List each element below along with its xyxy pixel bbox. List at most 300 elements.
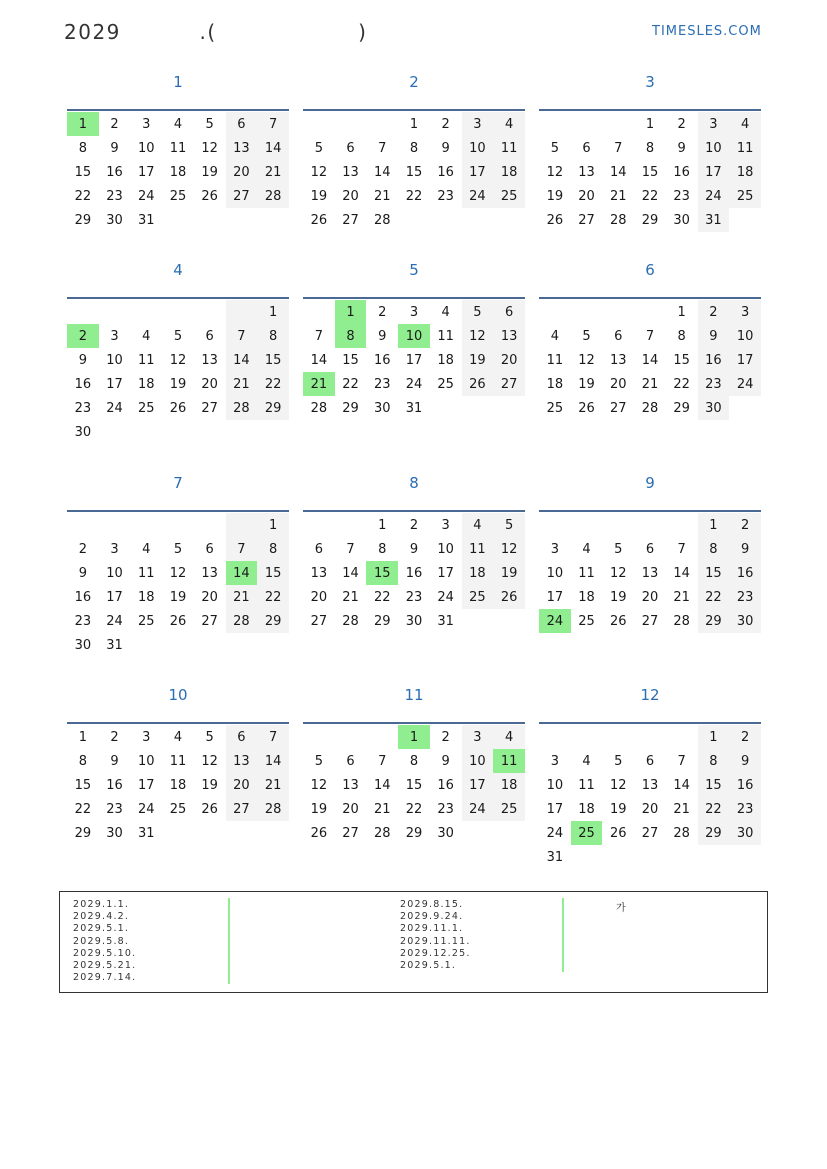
day-cell[interactable]: 3 (142, 729, 151, 745)
day-cell[interactable]: 28 (641, 400, 659, 416)
day-cell[interactable]: 18 (462, 561, 494, 585)
day-cell[interactable]: 24 (462, 797, 494, 821)
day-cell[interactable]: 30 (437, 825, 454, 841)
day-cell[interactable]: 16 (437, 777, 454, 793)
day-cell[interactable]: 8 (78, 753, 87, 769)
day-cell[interactable]: 4 (582, 753, 591, 769)
day-cell[interactable]: 3 (698, 112, 730, 136)
day-cell[interactable]: 19 (310, 188, 328, 204)
day-cell[interactable]: 22 (641, 188, 659, 204)
day-cell[interactable]: 10 (137, 140, 155, 156)
day-cell[interactable]: 6 (314, 541, 323, 557)
day-cell[interactable]: 27 (641, 613, 659, 629)
day-cell[interactable]: 15 (698, 773, 730, 797)
day-cell[interactable]: 20 (578, 188, 595, 204)
day-cell[interactable]: 7 (257, 725, 289, 749)
day-cell[interactable]: 4 (173, 116, 183, 132)
day-cell[interactable]: 4 (173, 729, 183, 745)
day-cell[interactable]: 5 (582, 328, 591, 344)
day-cell[interactable]: 20 (226, 773, 258, 797)
day-cell[interactable]: 19 (201, 164, 218, 180)
day-cell[interactable]: 22 (74, 188, 92, 204)
day-cell[interactable]: 22 (405, 801, 423, 817)
day-cell[interactable]: 12 (578, 352, 595, 368)
day-cell[interactable]: 17 (106, 589, 123, 605)
day-cell[interactable]: 17 (546, 589, 564, 605)
day-cell[interactable]: 9 (441, 753, 450, 769)
day-cell[interactable]: 6 (582, 140, 591, 156)
day-cell[interactable]: 19 (609, 801, 627, 817)
day-cell[interactable]: 18 (437, 352, 454, 368)
day-cell[interactable]: 30 (729, 821, 761, 845)
day-cell[interactable]: 5 (173, 541, 183, 557)
day-cell[interactable]: 3 (409, 304, 419, 320)
day-cell[interactable]: 28 (226, 609, 258, 633)
day-cell[interactable]: 6 (205, 541, 214, 557)
day-cell[interactable]: 11 (137, 565, 155, 581)
day-cell[interactable]: 31 (405, 400, 423, 416)
day-cell[interactable]: 9 (729, 749, 761, 773)
day-cell[interactable]: 16 (729, 561, 761, 585)
day-cell[interactable]: 19 (546, 188, 564, 204)
day-cell[interactable]: 20 (201, 589, 218, 605)
day-cell[interactable]: 12 (546, 164, 564, 180)
day-cell[interactable]: 14 (373, 777, 391, 793)
day-cell[interactable]: 12 (310, 164, 328, 180)
day-cell[interactable]: 31 (437, 613, 454, 629)
day-cell[interactable]: 25 (546, 400, 564, 416)
day-cell[interactable]: 5 (614, 541, 623, 557)
day-cell[interactable]: 26 (201, 801, 218, 817)
day-cell[interactable]: 11 (137, 352, 155, 368)
day-cell[interactable]: 1 (409, 116, 419, 132)
day-cell[interactable]: 24 (698, 184, 730, 208)
day-cell[interactable]: 17 (698, 160, 730, 184)
day-cell[interactable]: 24 (106, 613, 123, 629)
day-cell[interactable]: 26 (462, 372, 494, 396)
day-cell[interactable]: 19 (310, 801, 328, 817)
day-cell[interactable]: 9 (110, 753, 119, 769)
day-cell[interactable]: 10 (106, 352, 123, 368)
day-cell[interactable]: 4 (493, 725, 525, 749)
day-cell[interactable]: 31 (698, 208, 730, 232)
day-cell[interactable]: 18 (493, 160, 525, 184)
day-cell[interactable]: 15 (257, 348, 289, 372)
day-cell[interactable]: 13 (641, 777, 659, 793)
day-cell[interactable]: 21 (226, 372, 258, 396)
day-cell[interactable]: 19 (609, 589, 627, 605)
day-cell[interactable]: 9 (729, 537, 761, 561)
day-cell[interactable]: 27 (226, 797, 258, 821)
day-cell[interactable]: 14 (673, 565, 690, 581)
day-cell[interactable]: 4 (582, 541, 591, 557)
day-cell[interactable]: 26 (201, 188, 218, 204)
day-cell[interactable]: 26 (169, 613, 187, 629)
day-cell[interactable]: 31 (137, 825, 155, 841)
day-cell[interactable]: 4 (550, 328, 559, 344)
day-cell[interactable]: 7 (226, 324, 258, 348)
day-cell[interactable]: 1 (645, 116, 655, 132)
day-cell[interactable]: 9 (378, 328, 387, 344)
day-cell[interactable]: 4 (729, 112, 761, 136)
day-cell[interactable]: 8 (698, 749, 730, 773)
day-cell[interactable]: 12 (169, 352, 187, 368)
day-cell[interactable]: 23 (74, 400, 92, 416)
day-cell[interactable]: 21 (257, 160, 289, 184)
day-cell[interactable]: 21 (342, 589, 359, 605)
day-cell[interactable]: 29 (698, 821, 730, 845)
day-cell[interactable]: 1 (398, 725, 430, 749)
day-cell[interactable]: 20 (342, 188, 359, 204)
day-cell[interactable]: 20 (342, 801, 359, 817)
day-cell[interactable]: 21 (673, 589, 690, 605)
day-cell[interactable]: 11 (493, 749, 525, 773)
day-cell[interactable]: 13 (493, 324, 525, 348)
day-cell[interactable]: 24 (137, 188, 155, 204)
day-cell[interactable]: 21 (609, 188, 627, 204)
day-cell[interactable]: 6 (346, 140, 355, 156)
day-cell[interactable]: 25 (578, 613, 595, 629)
day-cell[interactable]: 27 (342, 212, 359, 228)
day-cell[interactable]: 2 (78, 541, 87, 557)
day-cell[interactable]: 28 (257, 184, 289, 208)
day-cell[interactable]: 14 (226, 561, 258, 585)
day-cell[interactable]: 7 (346, 541, 355, 557)
day-cell[interactable]: 26 (609, 825, 627, 841)
day-cell[interactable]: 12 (201, 140, 218, 156)
day-cell[interactable]: 3 (110, 328, 119, 344)
day-cell[interactable]: 27 (641, 825, 659, 841)
day-cell[interactable]: 31 (546, 849, 564, 865)
day-cell[interactable]: 7 (614, 140, 623, 156)
day-cell[interactable]: 15 (698, 561, 730, 585)
day-cell[interactable]: 25 (729, 184, 761, 208)
day-cell[interactable]: 16 (373, 352, 391, 368)
day-cell[interactable]: 16 (106, 164, 123, 180)
day-cell[interactable]: 23 (437, 801, 454, 817)
day-cell[interactable]: 22 (373, 589, 391, 605)
day-cell[interactable]: 9 (441, 140, 450, 156)
day-cell[interactable]: 30 (74, 424, 92, 440)
day-cell[interactable]: 5 (314, 140, 323, 156)
day-cell[interactable]: 18 (578, 589, 595, 605)
day-cell[interactable]: 15 (366, 561, 398, 585)
day-cell[interactable]: 2 (729, 513, 761, 537)
day-cell[interactable]: 21 (641, 376, 659, 392)
day-cell[interactable]: 23 (74, 613, 92, 629)
day-cell[interactable]: 22 (698, 585, 730, 609)
day-cell[interactable]: 22 (405, 188, 423, 204)
day-cell[interactable]: 8 (677, 328, 686, 344)
day-cell[interactable]: 5 (314, 753, 323, 769)
day-cell[interactable]: 14 (641, 352, 659, 368)
day-cell[interactable]: 15 (405, 777, 423, 793)
day-cell[interactable]: 4 (493, 112, 525, 136)
day-cell[interactable]: 12 (201, 753, 218, 769)
day-cell[interactable]: 29 (673, 400, 690, 416)
day-cell[interactable]: 18 (169, 164, 187, 180)
day-cell[interactable]: 25 (462, 585, 494, 609)
day-cell[interactable]: 18 (578, 801, 595, 817)
day-cell[interactable]: 31 (106, 637, 123, 653)
day-cell[interactable]: 24 (106, 400, 123, 416)
day-cell[interactable]: 27 (310, 613, 328, 629)
day-cell[interactable]: 25 (169, 801, 187, 817)
day-cell[interactable]: 24 (546, 825, 564, 841)
day-cell[interactable]: 15 (342, 352, 359, 368)
day-cell[interactable]: 16 (673, 164, 690, 180)
day-cell[interactable]: 2 (677, 116, 686, 132)
day-cell[interactable]: 19 (169, 376, 187, 392)
day-cell[interactable]: 1 (257, 513, 289, 537)
day-cell[interactable]: 22 (698, 797, 730, 821)
day-cell[interactable]: 5 (614, 753, 623, 769)
day-cell[interactable]: 18 (493, 773, 525, 797)
day-cell[interactable]: 6 (614, 328, 623, 344)
day-cell[interactable]: 26 (493, 585, 525, 609)
day-cell[interactable]: 9 (78, 352, 87, 368)
day-cell[interactable]: 17 (137, 164, 155, 180)
day-cell[interactable]: 16 (74, 589, 92, 605)
day-cell[interactable]: 11 (169, 140, 187, 156)
day-cell[interactable]: 18 (169, 777, 187, 793)
day-cell[interactable]: 8 (409, 140, 419, 156)
day-cell[interactable]: 10 (698, 136, 730, 160)
day-cell[interactable]: 13 (578, 164, 595, 180)
day-cell[interactable]: 1 (677, 304, 686, 320)
day-cell[interactable]: 11 (493, 136, 525, 160)
day-cell[interactable]: 12 (609, 777, 627, 793)
day-cell[interactable]: 13 (201, 565, 218, 581)
day-cell[interactable]: 3 (142, 116, 151, 132)
day-cell[interactable]: 13 (342, 164, 359, 180)
day-cell[interactable]: 24 (539, 609, 571, 633)
day-cell[interactable]: 18 (546, 376, 564, 392)
day-cell[interactable]: 7 (677, 753, 686, 769)
day-cell[interactable]: 14 (342, 565, 359, 581)
day-cell[interactable]: 29 (74, 212, 92, 228)
day-cell[interactable]: 29 (698, 609, 730, 633)
day-cell[interactable]: 2 (378, 304, 387, 320)
day-cell[interactable]: 2 (441, 116, 450, 132)
day-cell[interactable]: 21 (257, 773, 289, 797)
day-cell[interactable]: 25 (493, 184, 525, 208)
day-cell[interactable]: 28 (310, 400, 328, 416)
day-cell[interactable]: 20 (641, 589, 659, 605)
day-cell[interactable]: 15 (74, 777, 92, 793)
day-cell[interactable]: 26 (609, 613, 627, 629)
day-cell[interactable]: 25 (571, 821, 603, 845)
day-cell[interactable]: 1 (378, 517, 387, 533)
day-cell[interactable]: 24 (137, 801, 155, 817)
day-cell[interactable]: 28 (257, 797, 289, 821)
day-cell[interactable]: 22 (342, 376, 359, 392)
day-cell[interactable]: 16 (405, 565, 423, 581)
day-cell[interactable]: 4 (441, 304, 450, 320)
day-cell[interactable]: 28 (373, 212, 391, 228)
day-cell[interactable]: 13 (342, 777, 359, 793)
day-cell[interactable]: 6 (226, 112, 258, 136)
day-cell[interactable]: 3 (110, 541, 119, 557)
day-cell[interactable]: 24 (462, 184, 494, 208)
day-cell[interactable]: 31 (137, 212, 155, 228)
day-cell[interactable]: 2 (110, 116, 119, 132)
day-cell[interactable]: 1 (67, 112, 99, 136)
day-cell[interactable]: 23 (373, 376, 391, 392)
day-cell[interactable]: 30 (405, 613, 423, 629)
day-cell[interactable]: 23 (698, 372, 730, 396)
day-cell[interactable]: 4 (142, 541, 151, 557)
day-cell[interactable]: 19 (493, 561, 525, 585)
day-cell[interactable]: 6 (226, 725, 258, 749)
day-cell[interactable]: 10 (437, 541, 454, 557)
day-cell[interactable]: 25 (169, 188, 187, 204)
day-cell[interactable]: 23 (729, 585, 761, 609)
day-cell[interactable]: 10 (462, 136, 494, 160)
day-cell[interactable]: 9 (698, 324, 730, 348)
day-cell[interactable]: 23 (437, 188, 454, 204)
day-cell[interactable]: 25 (137, 400, 155, 416)
day-cell[interactable]: 1 (78, 729, 87, 745)
day-cell[interactable]: 3 (550, 541, 559, 557)
day-cell[interactable]: 7 (378, 140, 387, 156)
day-cell[interactable]: 13 (226, 749, 258, 773)
day-cell[interactable]: 30 (106, 212, 123, 228)
day-cell[interactable]: 21 (373, 801, 391, 817)
day-cell[interactable]: 29 (257, 609, 289, 633)
day-cell[interactable]: 10 (546, 777, 564, 793)
day-cell[interactable]: 8 (645, 140, 655, 156)
day-cell[interactable]: 26 (546, 212, 564, 228)
day-cell[interactable]: 8 (257, 537, 289, 561)
day-cell[interactable]: 23 (106, 188, 123, 204)
day-cell[interactable]: 5 (173, 328, 183, 344)
day-cell[interactable]: 25 (493, 797, 525, 821)
day-cell[interactable]: 22 (257, 585, 289, 609)
day-cell[interactable]: 8 (409, 753, 419, 769)
day-cell[interactable]: 16 (729, 773, 761, 797)
day-cell[interactable]: 19 (462, 348, 494, 372)
day-cell[interactable]: 3 (462, 725, 494, 749)
day-cell[interactable]: 26 (310, 212, 328, 228)
day-cell[interactable]: 13 (201, 352, 218, 368)
day-cell[interactable]: 17 (729, 348, 761, 372)
day-cell[interactable]: 1 (698, 513, 730, 537)
day-cell[interactable]: 15 (641, 164, 659, 180)
day-cell[interactable]: 30 (729, 609, 761, 633)
day-cell[interactable]: 10 (106, 565, 123, 581)
day-cell[interactable]: 24 (437, 589, 454, 605)
day-cell[interactable]: 16 (106, 777, 123, 793)
day-cell[interactable]: 2 (409, 517, 419, 533)
day-cell[interactable]: 20 (641, 801, 659, 817)
day-cell[interactable]: 9 (78, 565, 87, 581)
day-cell[interactable]: 15 (74, 164, 92, 180)
day-cell[interactable]: 9 (409, 541, 419, 557)
day-cell[interactable]: 11 (437, 328, 454, 344)
day-cell[interactable]: 3 (729, 300, 761, 324)
day-cell[interactable]: 13 (641, 565, 659, 581)
day-cell[interactable]: 30 (673, 212, 690, 228)
day-cell[interactable]: 29 (342, 400, 359, 416)
day-cell[interactable]: 13 (310, 565, 328, 581)
day-cell[interactable]: 5 (493, 513, 525, 537)
day-cell[interactable]: 8 (78, 140, 87, 156)
day-cell[interactable]: 22 (673, 376, 690, 392)
day-cell[interactable]: 20 (609, 376, 627, 392)
day-cell[interactable]: 16 (437, 164, 454, 180)
day-cell[interactable]: 13 (609, 352, 627, 368)
day-cell[interactable]: 11 (546, 352, 564, 368)
day-cell[interactable]: 2 (441, 729, 450, 745)
day-cell[interactable]: 6 (493, 300, 525, 324)
day-cell[interactable]: 23 (405, 589, 423, 605)
day-cell[interactable]: 27 (609, 400, 627, 416)
day-cell[interactable]: 28 (609, 212, 627, 228)
day-cell[interactable]: 14 (373, 164, 391, 180)
day-cell[interactable]: 17 (106, 376, 123, 392)
day-cell[interactable]: 14 (673, 777, 690, 793)
day-cell[interactable]: 22 (74, 801, 92, 817)
day-cell[interactable]: 21 (226, 585, 258, 609)
day-cell[interactable]: 10 (462, 749, 494, 773)
day-cell[interactable]: 11 (462, 537, 494, 561)
day-cell[interactable]: 7 (226, 537, 258, 561)
day-cell[interactable]: 11 (169, 753, 187, 769)
day-cell[interactable]: 7 (677, 541, 686, 557)
day-cell[interactable]: 25 (437, 376, 454, 392)
day-cell[interactable]: 14 (257, 749, 289, 773)
day-cell[interactable]: 28 (373, 825, 391, 841)
day-cell[interactable]: 28 (673, 825, 690, 841)
day-cell[interactable]: 22 (257, 372, 289, 396)
day-cell[interactable]: 27 (226, 184, 258, 208)
day-cell[interactable]: 16 (698, 348, 730, 372)
day-cell[interactable]: 12 (609, 565, 627, 581)
day-cell[interactable]: 8 (257, 324, 289, 348)
day-cell[interactable]: 18 (137, 589, 155, 605)
day-cell[interactable]: 29 (257, 396, 289, 420)
day-cell[interactable]: 3 (441, 517, 450, 533)
day-cell[interactable]: 2 (67, 324, 99, 348)
day-cell[interactable]: 14 (257, 136, 289, 160)
day-cell[interactable]: 19 (578, 376, 595, 392)
day-cell[interactable]: 6 (346, 753, 355, 769)
day-cell[interactable]: 6 (645, 753, 655, 769)
day-cell[interactable]: 9 (110, 140, 119, 156)
day-cell[interactable]: 17 (546, 801, 564, 817)
day-cell[interactable]: 30 (373, 400, 391, 416)
day-cell[interactable]: 4 (142, 328, 151, 344)
day-cell[interactable]: 1 (698, 725, 730, 749)
day-cell[interactable]: 15 (405, 164, 423, 180)
day-cell[interactable]: 15 (673, 352, 690, 368)
day-cell[interactable]: 8 (378, 541, 387, 557)
day-cell[interactable]: 5 (205, 116, 214, 132)
day-cell[interactable]: 4 (462, 513, 494, 537)
day-cell[interactable]: 20 (310, 589, 328, 605)
brand-link[interactable]: TIMESLES.COM (652, 24, 762, 39)
day-cell[interactable]: 29 (641, 212, 659, 228)
day-cell[interactable]: 17 (462, 160, 494, 184)
day-cell[interactable]: 26 (310, 825, 328, 841)
day-cell[interactable]: 27 (201, 613, 218, 629)
day-cell[interactable]: 21 (673, 801, 690, 817)
day-cell[interactable]: 23 (729, 797, 761, 821)
day-cell[interactable]: 10 (729, 324, 761, 348)
day-cell[interactable]: 2 (698, 300, 730, 324)
day-cell[interactable]: 18 (729, 160, 761, 184)
